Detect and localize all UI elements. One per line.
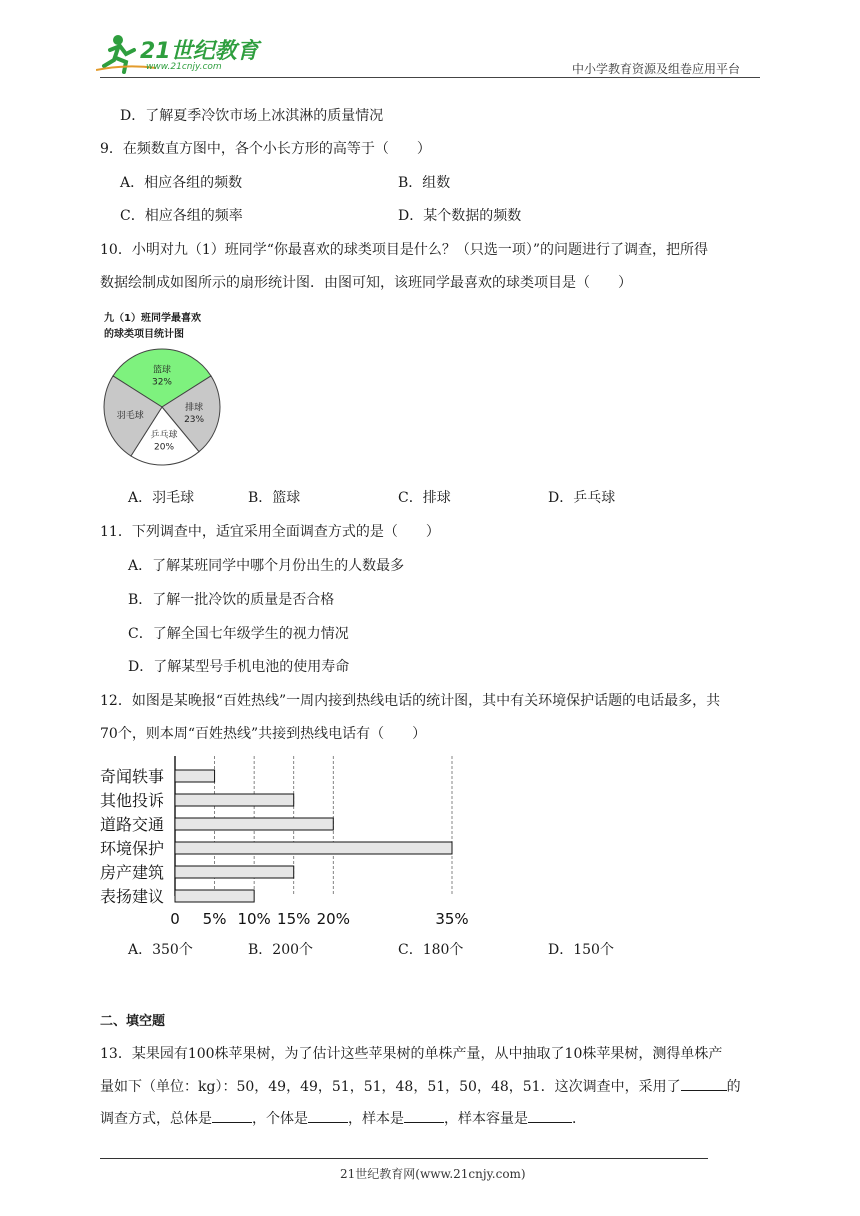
category-label-0: 奇闻轶事	[100, 767, 165, 786]
q11-option-b: B．了解一批冷饮的质量是否合格	[128, 592, 335, 608]
q10-stem-line1: 10．小明对九（1）班同学“你最喜欢的球类项目是什么？（只选一项）”的问题进行了调查，把所得	[100, 242, 709, 258]
q12-option-c: C．180个	[398, 942, 464, 958]
q9-option-d: D．某个数据的频数	[398, 208, 522, 224]
q12-stem-line2: 70个，则本周“百姓热线”共接到热线电话有（ ）	[100, 726, 427, 742]
q11-option-d: D．了解某型号手机电池的使用寿命	[128, 659, 350, 675]
tick-label-4: 20%	[316, 910, 350, 928]
logo-url: www.21cnjy.com	[146, 62, 222, 72]
q13-line2-text: 量如下（单位：kg）：50，49，49，51，51，48，51，50，48，51．这次调查中，采用了	[100, 1079, 681, 1095]
answer-blank-individual[interactable]	[308, 1108, 348, 1123]
pie-chart	[100, 347, 230, 471]
answer-blank-method[interactable]	[681, 1076, 727, 1091]
q11-option-a: A．了解某班同学中哪个月份出生的人数最多	[128, 558, 405, 574]
bar-5	[175, 890, 254, 902]
answer-blank-sample-size[interactable]	[528, 1108, 572, 1123]
pie-percent-0: 32%	[151, 377, 173, 388]
q12-option-a: A．350个	[128, 942, 193, 958]
pie-label-1: 排球	[185, 403, 204, 414]
tick-label-1: 5%	[202, 910, 227, 928]
category-label-1: 其他投诉	[100, 791, 165, 810]
q10-option-c: C．排球	[398, 490, 451, 506]
q11-option-c: C．了解全国七年级学生的视力情况	[128, 626, 349, 642]
category-label-5: 表扬建议	[100, 887, 165, 906]
q13-line1: 13．某果园有100株苹果树，为了估计这些苹果树的单株产量，从中抽取了10株苹果树，测得单株产	[100, 1046, 723, 1062]
tick-label-3: 15%	[277, 910, 311, 928]
pie-title-line2: 的球类项目统计图	[104, 329, 184, 340]
q9-option-b: B．组数	[398, 175, 451, 191]
bar-chart	[96, 756, 476, 932]
pie-percent-1: 23%	[184, 415, 205, 426]
tick-label-0: 0	[170, 910, 180, 928]
q12-option-d: D．150个	[548, 942, 614, 958]
q10-option-b: B．篮球	[248, 490, 301, 506]
q13-line2	[100, 1076, 741, 1097]
q8-option-d: D．了解夏季冷饮市场上冰淇淋的质量情况	[120, 108, 384, 124]
header-divider	[100, 77, 760, 78]
category-label-4: 房产建筑	[100, 863, 165, 882]
q12-stem-line1: 12．如图是某晚报“百姓热线”一周内接到热线电话的统计图，其中有关环境保护话题的电话最多，共	[100, 693, 721, 709]
pie-percent-2: 20%	[154, 442, 175, 453]
bar-3	[175, 842, 452, 854]
bar-1	[175, 794, 294, 806]
q13-sep2: ，样本是	[348, 1111, 404, 1127]
q12-option-b: B．200个	[248, 942, 314, 958]
bar-2	[175, 818, 333, 830]
pie-title-line1: 九（1）班同学最喜欢	[104, 313, 201, 324]
q9-stem: 9．在频数直方图中，各个小长方形的高等于（ ）	[100, 141, 431, 157]
bar-0	[175, 770, 215, 782]
site-logo	[96, 30, 266, 76]
q13-line2-end: 的	[726, 1079, 741, 1095]
q13-end: ．	[572, 1111, 586, 1127]
section-title: 二、填空题	[100, 1014, 166, 1029]
q13-line3	[100, 1108, 586, 1129]
pie-label-2: 乒乓球	[150, 430, 178, 441]
q13-sep1: ，个体是	[252, 1111, 308, 1127]
q10-option-a: A．羽毛球	[128, 490, 195, 506]
category-label-2: 道路交通	[100, 815, 165, 834]
pie-chart-figure	[100, 309, 240, 471]
pie-label-3: 羽毛球	[116, 411, 144, 422]
tick-label-2: 10%	[237, 910, 271, 928]
platform-name: 中小学教育资源及组卷应用平台	[572, 62, 741, 76]
category-label-3: 环境保护	[100, 839, 165, 858]
q11-stem: 11．下列调查中，适宜采用全面调查方式的是（ ）	[100, 524, 440, 540]
q10-option-d: D．乒乓球	[548, 490, 616, 506]
answer-blank-population[interactable]	[212, 1108, 252, 1123]
q10-stem-line2: 数据绘制成如图所示的扇形统计图．由图可知，该班同学最喜欢的球类项目是（ ）	[100, 275, 632, 291]
footer-text: 21世纪教育网(www.21cnjy.com)	[340, 1167, 526, 1181]
tick-label-5: 35%	[435, 910, 469, 928]
q13-line3-text: 调查方式，总体是	[100, 1111, 212, 1127]
logo-text: 21世纪教育	[140, 39, 259, 64]
q9-option-a: A．相应各组的频数	[120, 175, 243, 191]
answer-blank-sample[interactable]	[404, 1108, 444, 1123]
footer-divider	[100, 1158, 708, 1159]
q13-sep3: ，样本容量是	[444, 1111, 528, 1127]
bar-4	[175, 866, 294, 878]
q9-option-c: C．相应各组的频率	[120, 208, 243, 224]
pie-label-0: 篮球	[152, 365, 172, 376]
